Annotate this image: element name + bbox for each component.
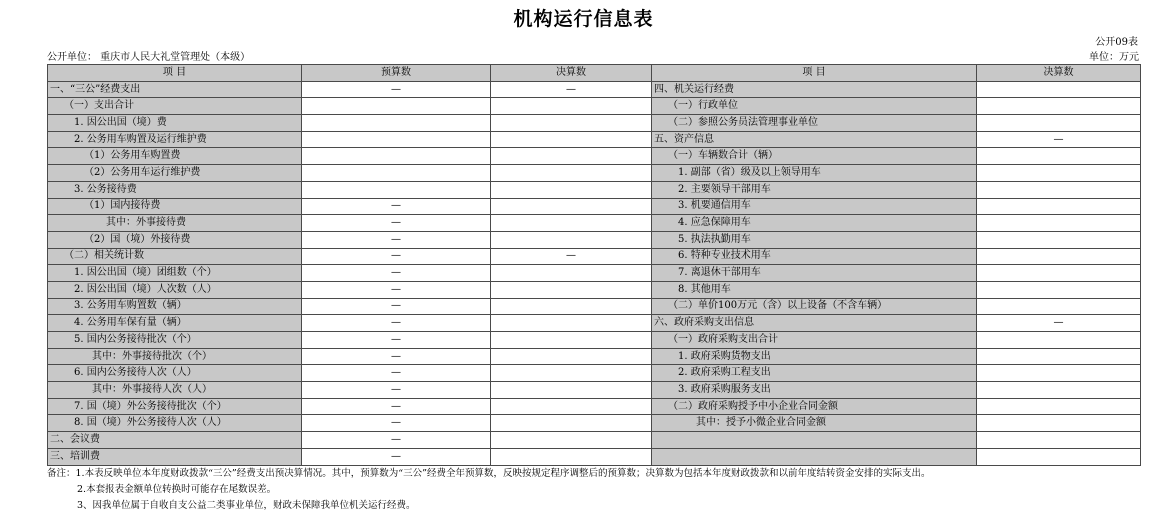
final-cell <box>491 98 652 115</box>
table-row <box>48 198 1141 215</box>
row-label-right: 2. 主要领导干部用车 <box>652 181 977 198</box>
final-cell <box>491 315 652 332</box>
page-title: 机构运行信息表 <box>513 8 654 30</box>
row-label: 其中：外事接待人次（人） <box>48 382 302 399</box>
final-cell-right <box>977 281 1141 298</box>
budget-cell: — <box>302 432 491 449</box>
budget-cell: — <box>302 332 491 349</box>
row-label: 5. 国内公务接待批次（个） <box>48 332 302 349</box>
final-cell-right <box>977 415 1141 432</box>
final-cell-right <box>977 398 1141 415</box>
header-budget: 预算数 <box>302 65 491 82</box>
budget-cell <box>302 148 491 165</box>
row-label: 其中：外事接待批次（个） <box>48 348 302 365</box>
budget-cell <box>302 98 491 115</box>
budget-cell: — <box>302 398 491 415</box>
row-label: 8. 国（境）外公务接待人次（人） <box>48 415 302 432</box>
budget-cell: — <box>302 365 491 382</box>
final-cell-right <box>977 348 1141 365</box>
row-label: 6. 国内公务接待人次（人） <box>48 365 302 382</box>
row-label-right: 8. 其他用车 <box>652 281 977 298</box>
final-cell-right <box>977 382 1141 399</box>
row-label: （2）国（境）外接待费 <box>48 231 302 248</box>
final-cell <box>491 365 652 382</box>
final-cell <box>491 382 652 399</box>
final-cell <box>491 165 652 182</box>
header-final-right: 决算数 <box>977 65 1141 82</box>
table-notes <box>47 466 931 514</box>
row-label-right: 4. 应急保障用车 <box>652 215 977 232</box>
table-row <box>48 131 1141 148</box>
final-cell-right <box>977 98 1141 115</box>
note-3: 3、因我单位属于自收自支公益二类事业单位，财政未保障我单位机关运行经费。 <box>77 500 416 511</box>
row-label-right: （一）政府采购支出合计 <box>652 332 977 349</box>
row-label: 7. 国（境）外公务接待批次（个） <box>48 398 302 415</box>
table-row <box>48 415 1141 432</box>
table-row <box>48 332 1141 349</box>
row-label-right <box>652 448 977 465</box>
final-cell-right <box>977 248 1141 265</box>
budget-cell: — <box>302 198 491 215</box>
row-label-right: 1. 副部（省）级及以上领导用车 <box>652 165 977 182</box>
final-cell <box>491 115 652 132</box>
row-label-right: 1. 政府采购货物支出 <box>652 348 977 365</box>
final-cell <box>491 298 652 315</box>
row-label: 1. 因公出国（境）费 <box>48 115 302 132</box>
table-row <box>48 115 1141 132</box>
row-label-right: （二）单价100万元（含）以上设备（不含车辆） <box>652 298 977 315</box>
row-label: 一、“三公”经费支出 <box>48 81 302 98</box>
final-cell <box>491 415 652 432</box>
header-final: 决算数 <box>491 65 652 82</box>
budget-cell <box>302 165 491 182</box>
final-cell <box>491 348 652 365</box>
final-cell-right <box>977 115 1141 132</box>
budget-cell: — <box>302 315 491 332</box>
header-item: 项 目 <box>48 65 302 82</box>
table-row <box>48 398 1141 415</box>
row-label: （一）支出合计 <box>48 98 302 115</box>
row-label-right: 六、政府采购支出信息 <box>652 315 977 332</box>
operation-info-table <box>47 64 1141 466</box>
row-label-right: （二）政府采购授予中小企业合同金额 <box>652 398 977 415</box>
table-row <box>48 165 1141 182</box>
table-row <box>48 98 1141 115</box>
table-header-row <box>48 65 1141 82</box>
final-cell-right <box>977 198 1141 215</box>
row-label: 4. 公务用车保有量（辆） <box>48 315 302 332</box>
final-cell-right <box>977 448 1141 465</box>
final-cell-right <box>977 365 1141 382</box>
table-row <box>48 81 1141 98</box>
row-label: 2. 公务用车购置及运行维护费 <box>48 131 302 148</box>
final-cell <box>491 332 652 349</box>
table-row <box>48 248 1141 265</box>
final-cell <box>491 131 652 148</box>
table-row <box>48 348 1141 365</box>
row-label-right: （二）参照公务员法管理事业单位 <box>652 115 977 132</box>
table-row <box>48 432 1141 449</box>
final-cell-right <box>977 432 1141 449</box>
budget-cell: — <box>302 298 491 315</box>
budget-cell: — <box>302 215 491 232</box>
final-cell <box>491 265 652 282</box>
final-cell-right <box>977 231 1141 248</box>
budget-cell: — <box>302 348 491 365</box>
table-row <box>48 382 1141 399</box>
budget-cell: — <box>302 415 491 432</box>
final-cell <box>491 198 652 215</box>
table-row <box>48 315 1141 332</box>
row-label-right: 2. 政府采购工程支出 <box>652 365 977 382</box>
budget-cell: — <box>302 281 491 298</box>
budget-cell: — <box>302 448 491 465</box>
row-label-right <box>652 432 977 449</box>
table-row <box>48 231 1141 248</box>
final-cell <box>491 281 652 298</box>
row-label-right: （一）行政单位 <box>652 98 977 115</box>
budget-cell <box>302 115 491 132</box>
table-row <box>48 181 1141 198</box>
table-row <box>48 148 1141 165</box>
row-label: 三、培训费 <box>48 448 302 465</box>
row-label-right: （一）车辆数合计（辆） <box>652 148 977 165</box>
final-cell-right: — <box>977 131 1141 148</box>
budget-cell <box>302 131 491 148</box>
budget-cell: — <box>302 382 491 399</box>
final-cell-right <box>977 81 1141 98</box>
final-cell <box>491 215 652 232</box>
final-cell <box>491 231 652 248</box>
row-label-right: 四、机关运行经费 <box>652 81 977 98</box>
row-label: 3. 公务接待费 <box>48 181 302 198</box>
table-row <box>48 298 1141 315</box>
header-item-right: 项 目 <box>652 65 977 82</box>
final-cell-right: — <box>977 315 1141 332</box>
row-label: 3. 公务用车购置数（辆） <box>48 298 302 315</box>
row-label: （1）公务用车购置费 <box>48 148 302 165</box>
budget-cell: — <box>302 231 491 248</box>
table-row <box>48 365 1141 382</box>
row-label: （2）公务用车运行维护费 <box>48 165 302 182</box>
row-label: 其中：外事接待费 <box>48 215 302 232</box>
currency-unit: 单位：万元 <box>1089 52 1139 63</box>
unit-info-row <box>47 48 1139 62</box>
row-label: 2. 因公出国（境）人次数（人） <box>48 281 302 298</box>
row-label: 1. 因公出国（境）团组数（个） <box>48 265 302 282</box>
note-1: 备注：1.本表反映单位本年度财政拨款“三公”经费支出预决算情况。其中，预算数为“三公”经费全年预算数，反映按规定程序调整后的预算数；决算数为包括本年度财政拨款和以前年度结转资金安排的实际支出。 <box>47 468 931 479</box>
table-row <box>48 215 1141 232</box>
final-cell <box>491 148 652 165</box>
row-label-right: 3. 机要通信用车 <box>652 198 977 215</box>
final-cell <box>491 448 652 465</box>
reporting-unit: 公开单位： 重庆市人民大礼堂管理处（本级） <box>47 52 251 63</box>
row-label-right: 6. 特种专业技术用车 <box>652 248 977 265</box>
budget-cell: — <box>302 248 491 265</box>
row-label-right: 其中：授予小微企业合同金额 <box>652 415 977 432</box>
final-cell: — <box>491 248 652 265</box>
final-cell-right <box>977 265 1141 282</box>
row-label-right: 五、资产信息 <box>652 131 977 148</box>
row-label-right: 7. 离退休干部用车 <box>652 265 977 282</box>
table-row <box>48 448 1141 465</box>
final-cell-right <box>977 332 1141 349</box>
note-2: 2.本套报表金额单位转换时可能存在尾数误差。 <box>77 484 277 495</box>
budget-cell: — <box>302 265 491 282</box>
row-label: （1）国内接待费 <box>48 198 302 215</box>
budget-cell: — <box>302 81 491 98</box>
final-cell-right <box>977 215 1141 232</box>
budget-cell <box>302 181 491 198</box>
final-cell: — <box>491 81 652 98</box>
row-label: 二、会议费 <box>48 432 302 449</box>
final-cell <box>491 181 652 198</box>
final-cell <box>491 398 652 415</box>
table-row <box>48 281 1141 298</box>
final-cell-right <box>977 148 1141 165</box>
table-row <box>48 265 1141 282</box>
row-label-right: 3. 政府采购服务支出 <box>652 382 977 399</box>
form-code: 公开09表 <box>1095 37 1138 48</box>
row-label: （二）相关统计数 <box>48 248 302 265</box>
row-label-right: 5. 执法执勤用车 <box>652 231 977 248</box>
final-cell-right <box>977 165 1141 182</box>
final-cell-right <box>977 298 1141 315</box>
final-cell <box>491 432 652 449</box>
final-cell-right <box>977 181 1141 198</box>
